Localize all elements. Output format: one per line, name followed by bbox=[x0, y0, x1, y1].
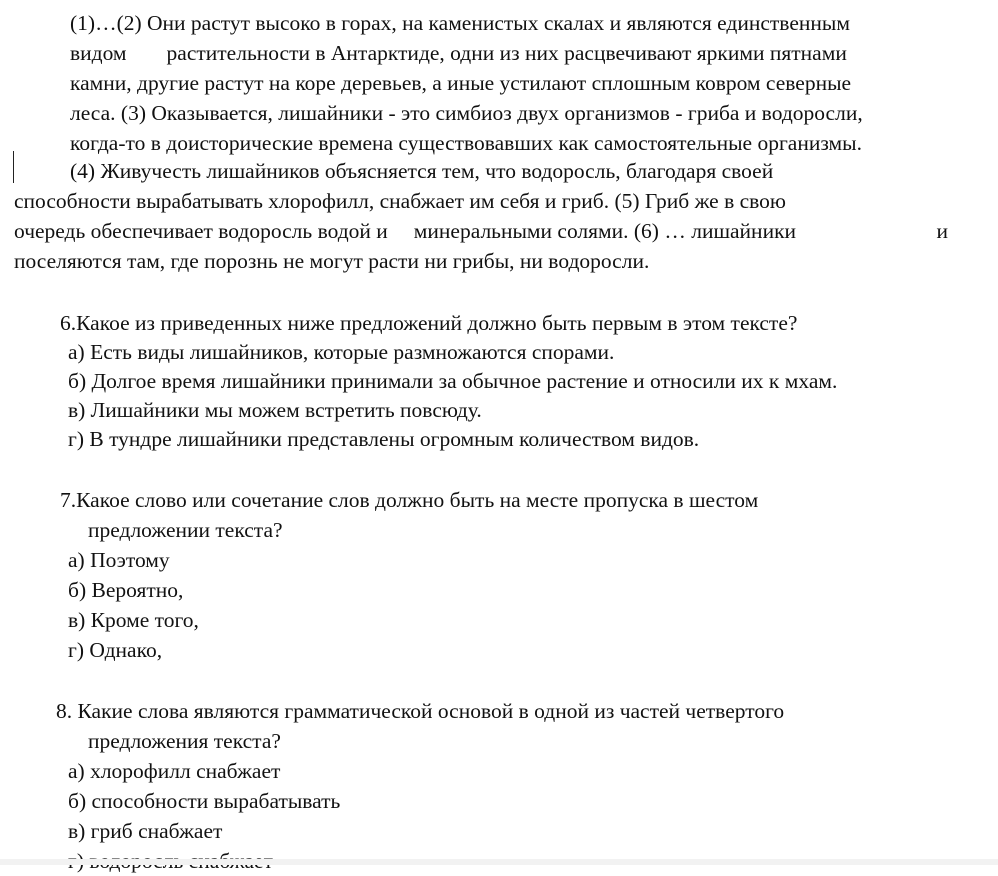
q8-option-c: в) гриб снабжает bbox=[68, 819, 223, 843]
passage-line: поселяются там, где порознь не могут расти ни грибы, ни водоросли. bbox=[14, 249, 650, 273]
passage-line: (1)…(2) Они растут высоко в горах, на каменистых скалах и являются единственным bbox=[70, 11, 850, 35]
passage-line: камни, другие растут на коре деревьев, а иные устилают сплошным ковром северные bbox=[70, 71, 852, 95]
page-bottom-edge bbox=[0, 859, 998, 865]
passage-text: очередь обеспечивает водоросль водой и bbox=[14, 219, 388, 243]
passage-line: способности вырабатывать хлорофилл, снабжает им себя и гриб. (5) Гриб же в свою bbox=[14, 189, 786, 213]
passage-line: леса. (3) Оказывается, лишайники - это симбиоз двух организмов - гриба и водоросли, bbox=[70, 101, 863, 125]
passage-text: и bbox=[936, 219, 948, 243]
passage-line bbox=[70, 38, 847, 68]
q7-option-b: б) Вероятно, bbox=[68, 578, 184, 602]
question-7-cont: предложении текста? bbox=[88, 518, 283, 542]
q7-option-a: а) Поэтому bbox=[68, 548, 170, 572]
question-6: 6.Какое из приведенных ниже предложений должно быть первым в этом тексте? bbox=[60, 311, 798, 335]
passage-line bbox=[14, 216, 948, 246]
passage-text: растительности в Антарктиде, одни из них расцвечивают яркими пятнами bbox=[166, 41, 847, 65]
q6-option-c: в) Лишайники мы можем встретить повсюду. bbox=[68, 398, 482, 422]
q6-option-a: а) Есть виды лишайников, которые размножаются спорами. bbox=[68, 340, 615, 364]
q6-option-d: г) В тундре лишайники представлены огромным количеством видов. bbox=[68, 427, 700, 451]
passage-word: видом bbox=[70, 41, 127, 65]
question-7: 7.Какое слово или сочетание слов должно быть на месте пропуска в шестом bbox=[60, 488, 759, 512]
passage-text: минеральными солями. (6) … лишайники bbox=[413, 219, 797, 243]
q8-option-a: а) хлорофилл снабжает bbox=[68, 759, 281, 783]
passage-line: когда-то в доисторические времена существовавших как самостоятельные организмы. bbox=[70, 131, 862, 155]
question-8-cont: предложения текста? bbox=[88, 729, 281, 753]
passage-line: (4) Живучесть лишайников объясняется тем, что водоросль, благодаря своей bbox=[70, 159, 774, 183]
q8-option-b: б) способности вырабатывать bbox=[68, 789, 341, 813]
q7-option-c: в) Кроме того, bbox=[68, 608, 199, 632]
text-cursor bbox=[13, 151, 14, 183]
q7-option-d: г) Однако, bbox=[68, 638, 163, 662]
q6-option-b: б) Долгое время лишайники принимали за обычное растение и относили их к мхам. bbox=[68, 369, 838, 393]
question-8: 8. Какие слова являются грамматической основой в одной из частей четвертого bbox=[56, 699, 785, 723]
